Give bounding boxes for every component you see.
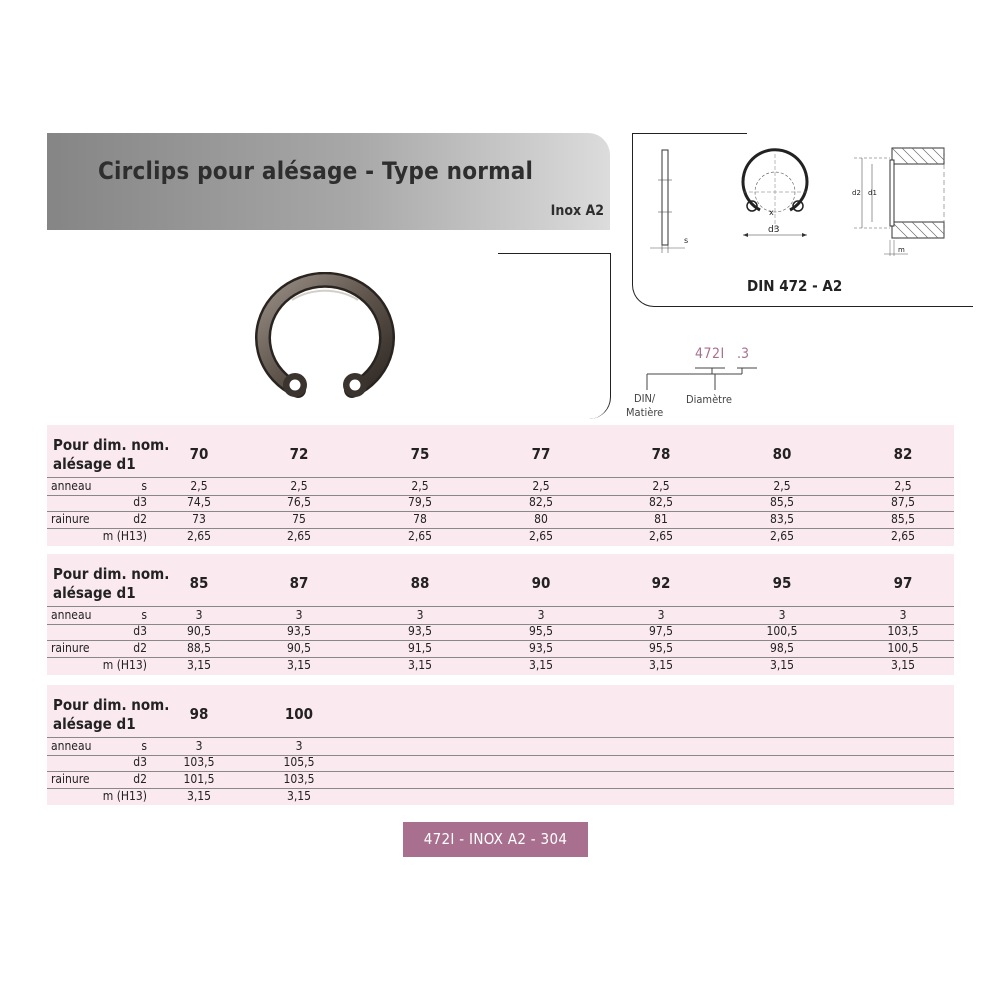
nominal-diameter-cell: 87	[289, 574, 309, 592]
nominal-diameter-cell: 90	[531, 574, 551, 592]
table-cell: 2,5	[652, 479, 670, 493]
table-cell: 91,5	[407, 641, 433, 655]
dim-x-label: x	[769, 208, 774, 217]
table-header-label-line2: alésage d1	[53, 584, 136, 602]
table-cell: 2,5	[411, 479, 429, 493]
table-row-d3	[47, 494, 954, 512]
table-cell: 3	[195, 608, 203, 622]
nominal-diameter-cell: 100	[284, 705, 314, 723]
table-cell: 2,65	[769, 529, 795, 543]
table-cell: 80	[534, 512, 548, 526]
table-row-m	[47, 788, 954, 805]
table-cell: 3,15	[648, 658, 674, 672]
table-header-row	[47, 425, 954, 473]
table-cell: 103,5	[183, 755, 215, 769]
header-banner	[47, 133, 610, 230]
row-param-label: s	[141, 479, 147, 493]
nominal-diameter-cell: 75	[410, 445, 430, 463]
table-header-label-line1: Pour dim. nom.	[53, 565, 170, 583]
nominal-diameter-cell: 95	[772, 574, 792, 592]
nominal-diameter-cell: 92	[651, 574, 671, 592]
table-cell: 93,5	[286, 624, 312, 638]
table-cell: 2,65	[890, 529, 916, 543]
nominal-diameter-cell: 98	[189, 705, 209, 723]
dim-d1-label: d1	[868, 189, 877, 197]
nominal-diameter-cell: 82	[893, 445, 913, 463]
table-row-d3	[47, 754, 954, 772]
table-header-label	[53, 696, 169, 734]
table-row-m	[47, 657, 954, 674]
nominal-diameter-cell: 80	[772, 445, 792, 463]
table-cell: 82,5	[648, 495, 674, 509]
table-header-label-line2: alésage d1	[53, 715, 136, 733]
dimension-table	[47, 554, 954, 675]
nominal-diameter-cell: 88	[410, 574, 430, 592]
table-row-m	[47, 528, 954, 545]
din-standard-label: DIN 472 - A2	[747, 277, 843, 295]
table-cell: 95,5	[648, 641, 674, 655]
table-cell: 2,5	[894, 479, 912, 493]
table-cell: 100,5	[766, 624, 798, 638]
table-header-label	[53, 565, 169, 603]
table-cell: 93,5	[528, 641, 554, 655]
table-cell: 2,65	[407, 529, 433, 543]
table-cell: 100,5	[887, 641, 919, 655]
row-param-label: d2	[133, 512, 147, 526]
table-cell: 2,5	[532, 479, 550, 493]
table-cell: 3,15	[286, 789, 312, 803]
table-row-d2	[47, 640, 954, 658]
table-cell: 2,65	[528, 529, 554, 543]
table-cell: 85,5	[890, 512, 916, 526]
table-cell: 3	[657, 608, 665, 622]
nominal-diameter-cell: 85	[189, 574, 209, 592]
table-cell: 81	[654, 512, 668, 526]
row-group-label: rainure	[51, 641, 90, 655]
table-cell: 3,15	[528, 658, 554, 672]
page-title: Circlips pour alésage - Type normal	[98, 157, 534, 185]
row-param-label: d2	[133, 772, 147, 786]
table-cell: 101,5	[183, 772, 215, 786]
table-cell: 3	[778, 608, 786, 622]
code-part-din: 472I	[695, 346, 725, 362]
row-param-label: m (H13)	[102, 658, 147, 672]
table-header-label-line1: Pour dim. nom.	[53, 696, 170, 714]
table-row-d3	[47, 623, 954, 641]
code-label-matiere: Matière	[626, 406, 664, 419]
nominal-diameter-cell: 72	[289, 445, 309, 463]
technical-drawing	[640, 140, 960, 265]
row-param-label: d3	[133, 624, 147, 638]
material-subtitle: Inox A2	[550, 203, 604, 219]
table-header-row	[47, 554, 954, 602]
table-cell: 3,15	[769, 658, 795, 672]
reference-badge: 472I - INOX A2 - 304	[403, 822, 588, 857]
table-cell: 3	[195, 739, 203, 753]
table-cell: 2,5	[773, 479, 791, 493]
table-cell: 76,5	[286, 495, 312, 509]
nominal-diameter-cell: 97	[893, 574, 913, 592]
row-group-label: anneau	[51, 739, 92, 753]
dim-m-label: m	[898, 246, 905, 254]
row-group-label: rainure	[51, 772, 90, 786]
table-cell: 97,5	[648, 624, 674, 638]
dim-d3-label: d3	[768, 225, 780, 235]
table-cell: 3	[416, 608, 424, 622]
table-header-label-line1: Pour dim. nom.	[53, 436, 170, 454]
table-cell: 105,5	[283, 755, 315, 769]
table-cell: 3,15	[286, 658, 312, 672]
table-cell: 78	[413, 512, 427, 526]
table-cell: 93,5	[407, 624, 433, 638]
table-cell: 3,15	[407, 658, 433, 672]
table-cell: 82,5	[528, 495, 554, 509]
table-cell: 90,5	[286, 641, 312, 655]
table-row-d2	[47, 771, 954, 789]
row-param-label: d3	[133, 755, 147, 769]
table-header-label-line2: alésage d1	[53, 455, 136, 473]
table-cell: 95,5	[528, 624, 554, 638]
photo-frame	[498, 253, 611, 419]
table-cell: 2,65	[286, 529, 312, 543]
table-header-label	[53, 436, 169, 474]
table-header-row	[47, 685, 954, 733]
table-cell: 98,5	[769, 641, 795, 655]
row-group-label: rainure	[51, 512, 90, 526]
row-param-label: d3	[133, 495, 147, 509]
row-param-label: s	[141, 739, 147, 753]
code-label-din: DIN/	[633, 392, 656, 405]
dimension-table	[47, 685, 954, 805]
row-group-label: anneau	[51, 608, 92, 622]
table-cell: 73	[192, 512, 206, 526]
table-cell: 3	[537, 608, 545, 622]
table-cell: 74,5	[186, 495, 212, 509]
table-cell: 103,5	[887, 624, 919, 638]
table-cell: 3,15	[890, 658, 916, 672]
nominal-diameter-cell: 70	[189, 445, 209, 463]
table-cell: 90,5	[186, 624, 212, 638]
table-cell: 75	[292, 512, 306, 526]
table-cell: 88,5	[186, 641, 212, 655]
table-cell: 79,5	[407, 495, 433, 509]
code-label-diametre: Diamètre	[686, 393, 732, 406]
table-cell: 85,5	[769, 495, 795, 509]
table-cell: 87,5	[890, 495, 916, 509]
table-cell: 2,5	[290, 479, 308, 493]
dim-s-label: s	[684, 236, 689, 245]
row-param-label: s	[141, 608, 147, 622]
table-cell: 3	[295, 608, 303, 622]
table-cell: 3	[899, 608, 907, 622]
row-param-label: d2	[133, 641, 147, 655]
table-cell: 3,15	[186, 789, 212, 803]
row-group-label: anneau	[51, 479, 92, 493]
table-cell: 83,5	[769, 512, 795, 526]
nominal-diameter-cell: 78	[651, 445, 671, 463]
table-cell: 2,65	[648, 529, 674, 543]
nominal-diameter-cell: 77	[531, 445, 551, 463]
row-param-label: m (H13)	[102, 789, 147, 803]
dimension-table	[47, 425, 954, 546]
table-cell: 103,5	[283, 772, 315, 786]
table-cell: 2,5	[190, 479, 208, 493]
code-part-diameter: .3	[737, 346, 750, 362]
row-param-label: m (H13)	[102, 529, 147, 543]
table-cell: 3	[295, 739, 303, 753]
table-cell: 3,15	[186, 658, 212, 672]
table-cell: 2,65	[186, 529, 212, 543]
circlip-photo	[240, 272, 410, 412]
code-label-din-matiere	[626, 392, 663, 420]
dim-d2-label: d2	[852, 189, 861, 197]
table-row-d2	[47, 511, 954, 529]
